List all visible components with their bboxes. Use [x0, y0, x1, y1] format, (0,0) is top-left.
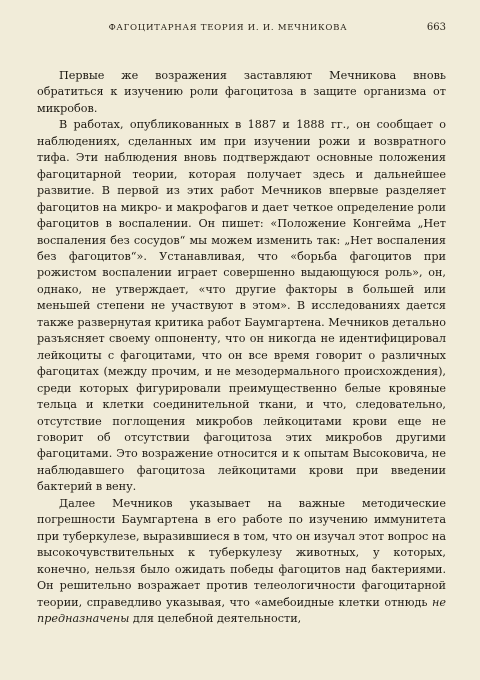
running-head: ФАГОЦИТАРНАЯ ТЕОРИЯ И. И. МЕЧНИКОВА	[108, 23, 348, 33]
emphasis-not-intended: не предназначены	[37, 595, 446, 625]
paragraph-3	[37, 496, 446, 628]
paragraph-2: В работах, опубликованных в 1887 и 1888 гг., он сообщает о наблюдениях, сделанных им при изучении рожи и возвратного тифа. Эти наблюдения вновь подтверждают основные положения фагоцитарной теории, которая получает здесь и дальнейшее развитие. В первой из этих работ Мечников впервые разделяет фагоцитов на микро- и макрофагов и дает четкое определение роли фагоцитов в воспалении. Он пишет: «Положение Конгейма „Нет воспаления без сосудов“ мы можем изменить так: „Нет воспаления без фагоцитов“». Устанавливая, что «борьба фагоцитов при рожистом воспалении играет совершенно выдающуюся роль», он, однако, не утверждает, «что другие факторы в большей или меньшей степени не участвуют в этом». В исследованиях дается также развернутая критика работ Баумгартена. Мечников детально разъясняет своему оппоненту, что он никогда не идентифицировал лейкоциты с фагоцитами, что он все время говорит о различных фагоцитах (между прочим, и не мезодермального происхождения), среди которых фигурировали преимущественно белые кровяные тельца и клетки соединительной ткани, и что, следовательно, отсутствие поглощения микробов лейкоцитами крови еще не говорит об отсутствии фагоцитоза этих микробов другими фагоцитами. Это возражение относится и к опытам Высоковича, не наблюдавшего фагоцитоза лейкоцитами крови при введении бактерий в вену.	[37, 118, 447, 494]
paragraph-3-text-after: для целебной деятельности,	[129, 611, 302, 625]
page-header	[37, 22, 446, 44]
body-text	[37, 68, 446, 627]
paragraph-3-text-before: Далее Мечников указывает на важные методические погрешности Баумгартена в его работе по изучению иммунитета при туберкулезе, выразившиеся в том, что он изучал этот вопрос на высокочувствительных к туберкулезу животных, у которых, конечно, нельзя было ожидать победы фагоцитов над бактериями. Он решительно возражает против телеологичности фагоцитарной теории, справедливо указывая, что «амебоидные клетки отнюдь	[37, 496, 446, 609]
page-number: 663	[426, 22, 446, 33]
paragraph-1: Первые же возражения заставляют Мечникова вновь обратиться к изучению роли фагоцитоза в защите организма от микробов.	[37, 69, 446, 115]
